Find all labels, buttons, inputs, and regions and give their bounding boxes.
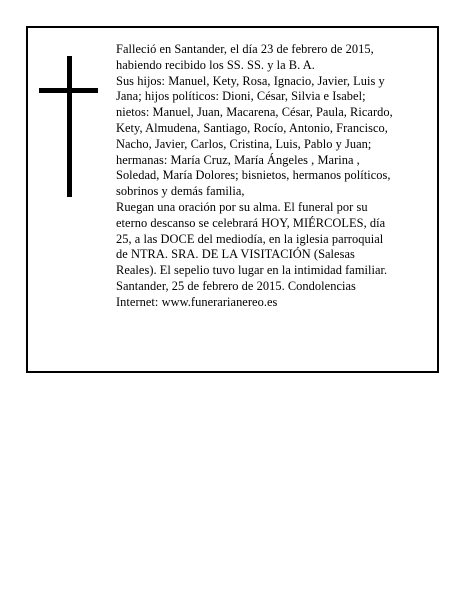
cross-horizontal-bar	[39, 88, 98, 93]
notice-line: de NTRA. SRA. DE LA VISITACIÓN (Salesas	[116, 247, 355, 262]
notice-line: nietos: Manuel, Juan, Macarena, César, Paula, Ricardo,	[116, 105, 393, 120]
notice-line: Jana; hijos políticos: Dioni, César, Silvia e Isabel;	[116, 89, 366, 104]
notice-line: Santander, 25 de febrero de 2015. Condolencias	[116, 278, 356, 293]
notice-line: hermanas: María Cruz, María Ángeles , Marina ,	[116, 152, 360, 167]
notice-line: Ruegan una oración por su alma. El funeral por su	[116, 199, 368, 214]
notice-line: Soledad, María Dolores; bisnietos, hermanos políticos,	[116, 168, 391, 183]
notice-line: eterno descanso se celebrará HOY, MIÉRCOLES, día	[116, 215, 386, 230]
obituary-text	[116, 42, 436, 311]
notice-line: Sus hijos: Manuel, Kety, Rosa, Ignacio, Javier, Luis y	[116, 73, 385, 88]
notice-line: habiendo recibido los SS. SS. y la B. A.	[116, 57, 315, 72]
notice-line: sobrinos y demás familia,	[116, 184, 245, 199]
notice-line: Internet: www.funerarianereo.es	[116, 294, 278, 309]
notice-line: Nacho, Javier, Carlos, Cristina, Luis, Pablo y Juan;	[116, 136, 372, 151]
notice-line: Kety, Almudena, Santiago, Rocío, Antonio, Francisco,	[116, 120, 388, 135]
notice-line: Reales). El sepelio tuvo lugar en la intimidad familiar.	[116, 263, 388, 278]
cross-vertical-bar	[67, 56, 72, 197]
obituary-notice	[26, 26, 439, 373]
notice-line: 25, a las DOCE del mediodía, en la iglesia parroquial	[116, 231, 384, 246]
notice-line: Falleció en Santander, el día 23 de febrero de 2015,	[116, 42, 374, 56]
